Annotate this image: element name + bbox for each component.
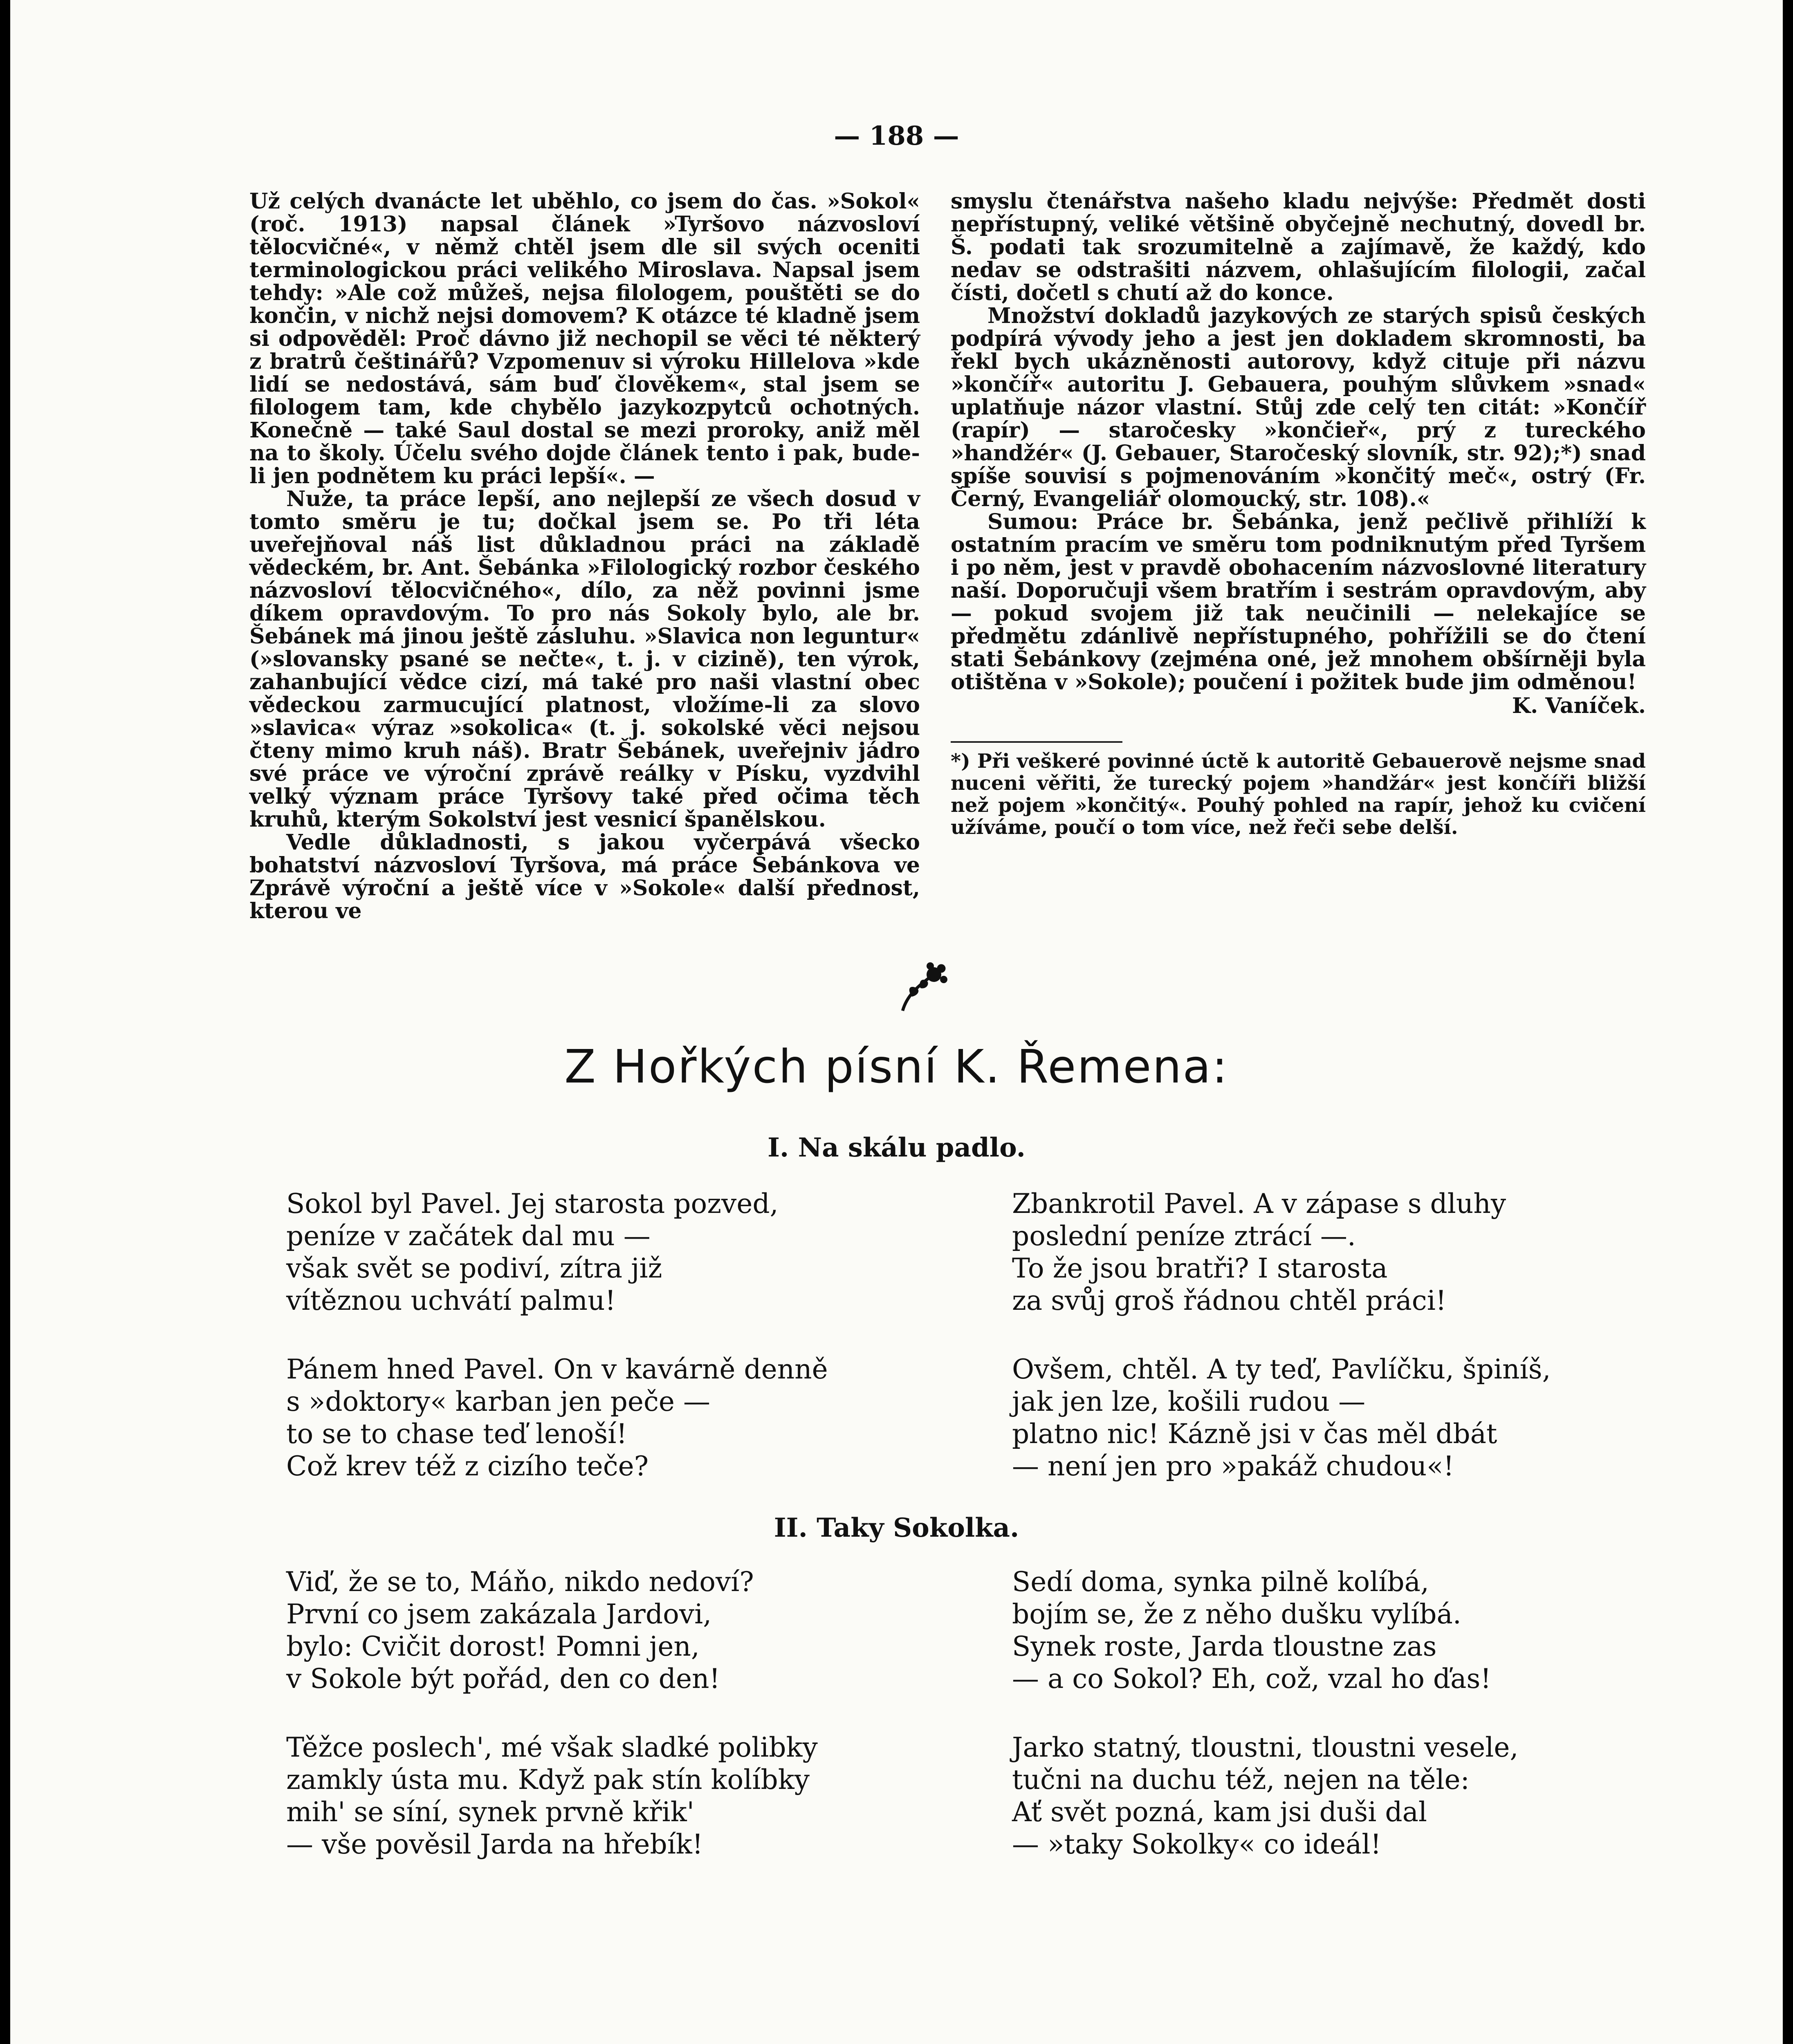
poem-line: vítěznou uchvátí palmu! [286,1285,616,1316]
author-signature: K. Vaníček. [1512,693,1646,718]
poem-line: za svůj groš řádnou chtěl práci! [1012,1285,1447,1316]
poem-line: jak jen lze, košili rudou — [1012,1386,1366,1417]
poem-stanza [286,1353,828,1482]
poem-stanza [1012,1188,1506,1317]
poem-line: bojím se, že z něho dušku vylíbá. [1012,1598,1461,1630]
scanned-page [10,0,1783,2044]
poem-stanza [1012,1566,1491,1695]
poem-line: mih' se síní, synek prvně křik' [286,1796,694,1828]
poem-line: tučni na duchu též, nejen na těle: [1012,1764,1470,1795]
poem-line: Zbankrotil Pavel. A v zápase s dluhy [1012,1188,1506,1219]
poem-line: platno nic! Kázně jsi v čas měl dbát [1012,1418,1497,1450]
footnote: *) Při veškeré povinné úctě k autoritě Gebauerově nejsme snad nuceni věřiti, že turecký pojem »handžár« jest končíři bližší než pojem »končitý«. Pouhý pohled na rapír, jehož ku cvičení užíváme, poučí o tom více, než řeči sebe delší. [951,750,1646,839]
poem-line: Synek roste, Jarda tloustne zas [1012,1631,1437,1662]
poem-line: — vše pověsil Jarda na hřebík! [286,1829,703,1860]
article-paragraph: smyslu čtenářstva našeho kladu nejvýše: Předmět dosti nepřístupný, veliké většině obyčejně nechutný, dovedl br. Š. podati tak srozumitelně a zajímavě, že každý, kdo nedav se odstrašiti názvem, ohlašujícím filologii, začal čísti, dočetl s chutí až do konce. [951,189,1646,305]
poem-line: peníze v začátek dal mu — [286,1220,651,1252]
poem-line: — a co Sokol? Eh, což, vzal ho ďas! [1012,1663,1491,1694]
poem-line: Ovšem, chtěl. A ty teď, Pavlíčku, špiníš, [1012,1354,1551,1385]
article-paragraph: Nuže, ta práce lepší, ano nejlepší ze všech dosud v tomto směru je tu; dočkal jsem se. Po tři léta uveřejňoval náš list důkladnou práci na základě vědeckém, br. Ant. Šebánka »Filologický rozbor českého názvosloví tělocvičného«, dílo, za něž povinni jsme díkem opravdovým. To pro nás Sokoly bylo, ale br. Šebánek má jinou ještě zásluhu. »Slavica non leguntur« (»slovansky psané se nečte«, t. j. v cizině), ten výrok, zahanbující vědce cizí, má také pro naši vlastní obec vědeckou zarmucující platnost, vložíme-li za slovo »slavica« výraz »sokolica« (t. j. sokolské věci nejsou čteny mimo kruh náš). Bratr Šebánek, uveřejniv jádro své práce ve výroční zprávě reálky v Písku, vyzdvihl velký význam práce Tyršovy také před očima těch kruhů, kterým Sokolství jest vesnicí španělskou. [249,486,920,832]
footnote-divider [951,741,1122,743]
poem-line: První co jsem zakázala Jardovi, [286,1598,712,1630]
article-paragraph: Vedle důkladnosti, s jakou vyčerpává všecko bohatství názvosloví Tyršova, má práce Šebánkova ve Zprávě výroční a ještě více v »Sokole« další přednost, kterou ve [249,830,920,923]
poem-line: zamkly ústa mu. Když pak stín kolíbky [286,1764,810,1795]
poem-line: s »doktory« karban jen peče — [286,1386,710,1417]
poem-line: To že jsou bratři? I starosta [1012,1253,1388,1284]
poem-line: Jarko statný, tloustni, tloustni vesele, [1012,1732,1519,1763]
poem-stanza [286,1731,818,1860]
poem-line: bylo: Cvičit dorost! Pomni jen, [286,1631,700,1662]
article-paragraph: Množství dokladů jazykových ze starých spisů českých podpírá vývody jeho a jest jen dokladem skromnosti, ba řekl bych ukázněnosti autorovy, když cituje při názvu »končíř« autoritu J. Gebauera, pouhým slůvkem »snad« uplatňuje názor vlastní. Stůj zde celý ten citát: »Končíř (rapír) — staročesky »končieř«, prý z tureckého »handžér« (J. Gebauer, Staročeský slovník, str. 92);*) snad spíše souvisí s pojmenováním »končitý meč«, ostrý (Fr. Černý, Evangeliář olomoucký, str. 108).« [951,303,1646,511]
poem-line: Těžce poslech', mé však sladké polibky [286,1732,818,1763]
poem-line: Pánem hned Pavel. On v kavárně denně [286,1354,828,1385]
article-paragraph: Už celých dvanácte let uběhlo, co jsem do čas. »Sokol« (roč. 1913) napsal článek »Tyršovo názvosloví tělocvičné«, v němž chtěl jsem dle sil svých oceniti terminologickou práci velikého Miroslava. Napsal jsem tehdy: »Ale což můžeš, nejsa filologem, pouštěti se do končin, v nichž nejsi domovem? K otázce té kladně jsem si odpověděl: Proč dávno již nechopil se věci té některý z bratrů češtinářů? Vzpomenuv si výroku Hillelova »kde lidí se nedostává, sám buď člověkem«, stal jsem se filologem tam, kde chybělo jazykozpytců ochotných. Konečně — také Saul dostal se mezi proroky, aniž měl na to školy. Účelu svého dojde článek tento i pak, bude-li jen podnětem ku práci lepší«. — [249,189,920,489]
flower-ornament-icon [893,953,955,1014]
poem-line: — není jen pro »pakáž chudou«! [1012,1450,1454,1482]
poem-heading-2: II. Taky Sokolka. [774,1513,1019,1543]
poem-line: Sokol byl Pavel. Jej starosta pozved, [286,1188,779,1219]
poem-line: Sedí doma, synka pilně kolíbá, [1012,1566,1429,1598]
poem-line: poslední peníze ztrácí —. [1012,1220,1356,1252]
poem-line: Což krev též z cizího teče? [286,1450,649,1482]
article-right-column [951,190,1646,838]
page-number: — 188 — [834,121,959,151]
poem-stanza [286,1566,754,1695]
poem-line: v Sokole být pořád, den co den! [286,1663,720,1694]
poem-line: to se to chase teď lenoší! [286,1418,627,1450]
poem-collection-title: Z Hořkých písní K. Řemena: [564,1040,1229,1094]
article-paragraph: Sumou: Práce br. Šebánka, jenž pečlivě přihlíží k ostatním pracím ve směru tom podniknutým před Tyršem i po něm, jest v pravdě obohacením názvoslovné literatury naší. Doporučuji všem bratřím i sestrám opravdovým, aby — pokud svojem již tak neučinili — nelekajíce se předmětu zdánlivě nepřístupného, pohřížili se do čtení stati Šebánkovy (zejména oné, jež mnohem obšírněji byla otištěna v »Sokole); poučení i požitek bude jim odměnou! [951,509,1646,695]
poem-stanza [1012,1353,1551,1482]
poem-line: Ať svět pozná, kam jsi duši dal [1012,1796,1427,1828]
poem-stanza [286,1188,779,1317]
poem-line: Viď, že se to, Máňo, nikdo nedoví? [286,1566,754,1598]
article-left-column [249,190,920,923]
poem-line: však svět se podiví, zítra již [286,1253,662,1284]
poem-line: — »taky Sokolky« co ideál! [1012,1829,1381,1860]
poem-heading-1: I. Na skálu padlo. [767,1132,1026,1163]
poem-stanza [1012,1731,1518,1860]
